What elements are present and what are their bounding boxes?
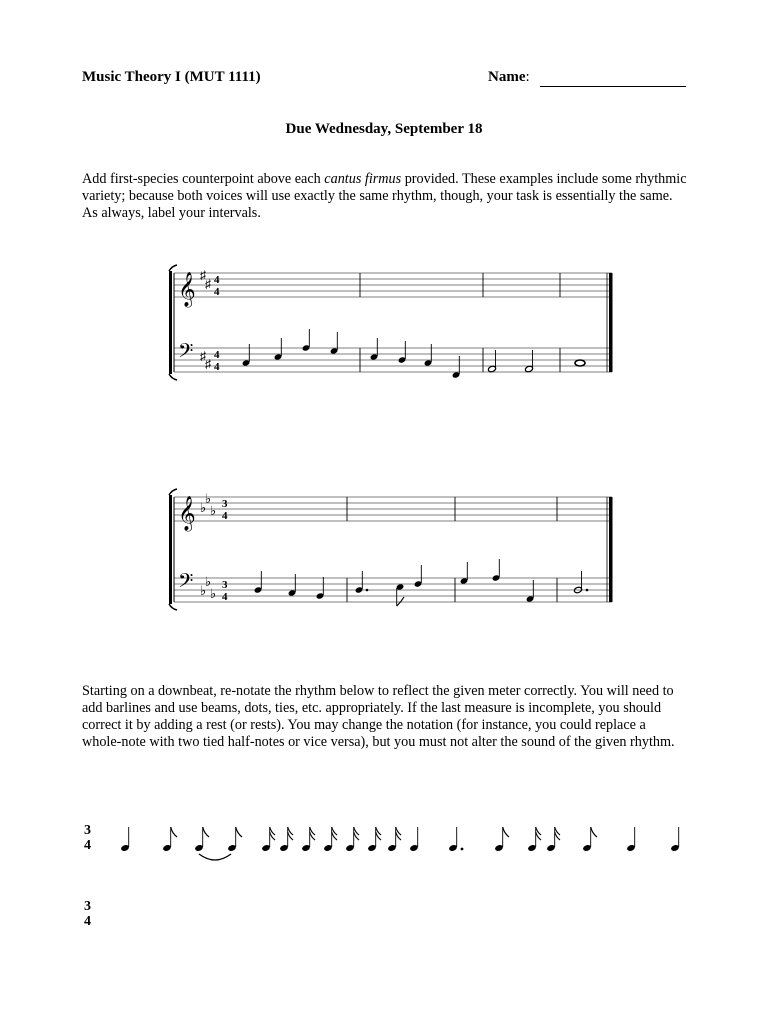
note [301,827,315,852]
rhythm-exercise [78,812,698,942]
note [582,827,597,852]
note [254,571,263,594]
system-bracket [169,265,177,380]
note [120,827,129,852]
bass-clef-icon: 𝄢 [178,571,194,597]
svg-text:4: 4 [214,349,220,361]
note [546,827,560,852]
svg-text:♯: ♯ [200,349,206,363]
svg-text:4: 4 [214,274,220,286]
note [414,565,423,588]
svg-text:♯: ♯ [205,357,211,371]
rhythm-time-signature [84,823,91,853]
exercise2-grand-staff [160,482,620,617]
answer-time-signature [84,899,91,929]
note [288,574,297,597]
final-barline [609,497,613,602]
bass-clef-icon: 𝄢 [178,341,194,367]
svg-text:♭: ♭ [200,500,207,515]
note [194,827,209,852]
note [575,360,585,366]
note [670,827,679,852]
note [396,583,405,606]
note [448,827,463,852]
note [452,356,461,379]
bass-staff [174,348,612,372]
svg-text:♭: ♭ [205,574,212,589]
svg-text:♭: ♭ [210,503,217,518]
time-signature [214,274,220,373]
due-date: Due Wednesday, September 18 [285,121,483,137]
key-signature-flats-icon [200,491,216,601]
course-title: Music Theory I (MUT 1111) [82,69,261,85]
barlines [360,273,607,372]
intro-paragraph: Add first-species counterpoint above each cantus firmus provided. These examples include some rhythmic variety; because both voices will use exactly the same rhythm, though, your task is essentially the same. As always, label your intervals. [82,171,687,221]
note [367,827,381,852]
svg-text:3: 3 [222,498,228,510]
bass-staff [174,578,612,602]
note [398,341,407,364]
note [261,827,275,852]
key-signature-sharps-icon [200,268,211,371]
note [387,827,401,852]
system-bracket [169,489,177,610]
svg-text:4: 4 [84,914,91,929]
svg-text:4: 4 [222,591,228,603]
svg-text:♭: ♭ [210,586,217,601]
treble-clef-icon: 𝄞 [178,273,196,306]
svg-text:♭: ♭ [205,491,212,506]
note [227,827,242,852]
cantus-firmus-2 [254,559,589,606]
barlines [347,497,607,602]
note [626,827,635,852]
note [525,350,534,373]
time-signature [222,498,228,603]
name-label: Name: [488,69,530,85]
svg-text:4: 4 [84,838,91,853]
note [274,338,283,361]
exercise1-grand-staff [160,258,620,393]
svg-text:3: 3 [222,579,228,591]
note [323,827,337,852]
tie [199,854,231,860]
svg-text:♭: ♭ [200,583,207,598]
note [242,344,251,367]
final-barline [609,273,613,372]
note [302,329,311,352]
note [370,338,379,361]
svg-text:♯: ♯ [200,268,206,282]
treble-clef-icon: 𝄞 [178,497,196,530]
svg-text:3: 3 [84,899,91,914]
treble-staff [174,497,612,521]
note [330,332,339,355]
rhythm-notes [120,827,679,860]
note [488,350,497,373]
note [526,580,535,603]
note [494,827,509,852]
instructions-paragraph: Starting on a downbeat, re-notate the rhythm below to reflect the given meter correctly. You will need to add barlines and use beams, dots, ties, etc. appropriately. If the last measure is incomplete, you should correct it by adding a rest (or rests). You may change the notation (for instance, you could replace a whole-note with two tied half-notes or vice versa), but you must not alter the sound of the given rhythm. [82,683,675,750]
note [355,571,369,594]
note [345,827,359,852]
note [574,571,589,594]
note [527,827,541,852]
svg-text:4: 4 [214,361,220,373]
note [460,562,469,585]
note [279,827,293,852]
note [162,827,177,852]
note [424,344,433,367]
note [492,559,501,582]
note [316,577,325,600]
svg-text:4: 4 [222,510,228,522]
svg-text:3: 3 [84,823,91,838]
svg-text:♯: ♯ [205,277,211,291]
name-blank-line[interactable] [540,86,686,87]
note [409,827,418,852]
svg-text:4: 4 [214,286,220,298]
treble-staff [174,273,612,297]
